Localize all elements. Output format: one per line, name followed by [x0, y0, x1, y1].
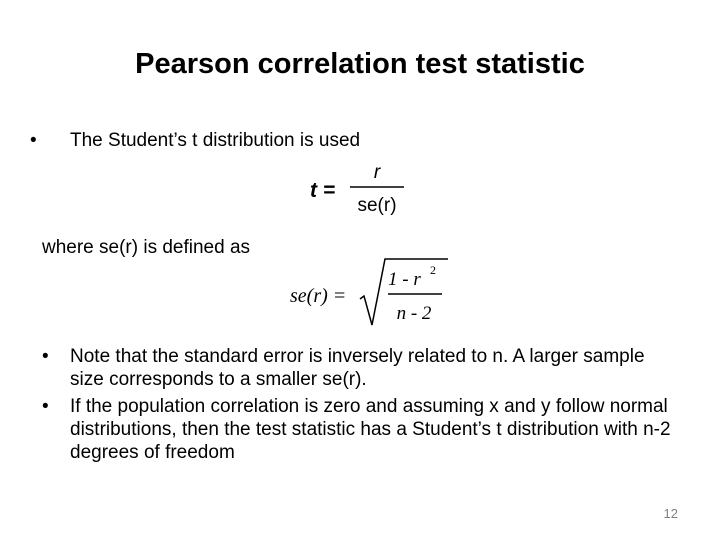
se-formula-denominator: n - 2 [396, 303, 432, 324]
t-formula-numerator: r [373, 162, 381, 183]
se-formula [290, 255, 460, 330]
list-item [42, 395, 682, 464]
list-item [42, 345, 682, 391]
bullet-list [42, 345, 682, 468]
t-formula-lhs: t = [310, 179, 336, 202]
t-formula [310, 160, 420, 220]
bullet-dot: • [42, 346, 49, 367]
t-formula-denominator: se(r) [357, 195, 397, 216]
intro-bullet-text: The Student’s t distribution is used [70, 130, 361, 151]
where-text: where se(r) is defined as [42, 237, 251, 258]
se-formula-num-exponent: 2 [430, 263, 436, 277]
se-formula-lhs: se(r) = [290, 285, 347, 307]
bullet-text: If the population correlation is zero and assuming x and y follow normal distributions, then the test statistic has a Student’s t distribution with n-2 degrees of freedom [70, 396, 671, 463]
page-number: 12 [663, 506, 678, 521]
intro-bullet [30, 129, 361, 152]
bullet-dot: • [30, 130, 37, 151]
se-formula-num-base: 1 - r [388, 269, 421, 290]
bullet-dot: • [42, 396, 49, 417]
slide-title: Pearson correlation test statistic [135, 48, 585, 80]
bullet-text: Note that the standard error is inversely related to n. A larger sample size corresponds to a smaller se(r). [70, 346, 645, 390]
